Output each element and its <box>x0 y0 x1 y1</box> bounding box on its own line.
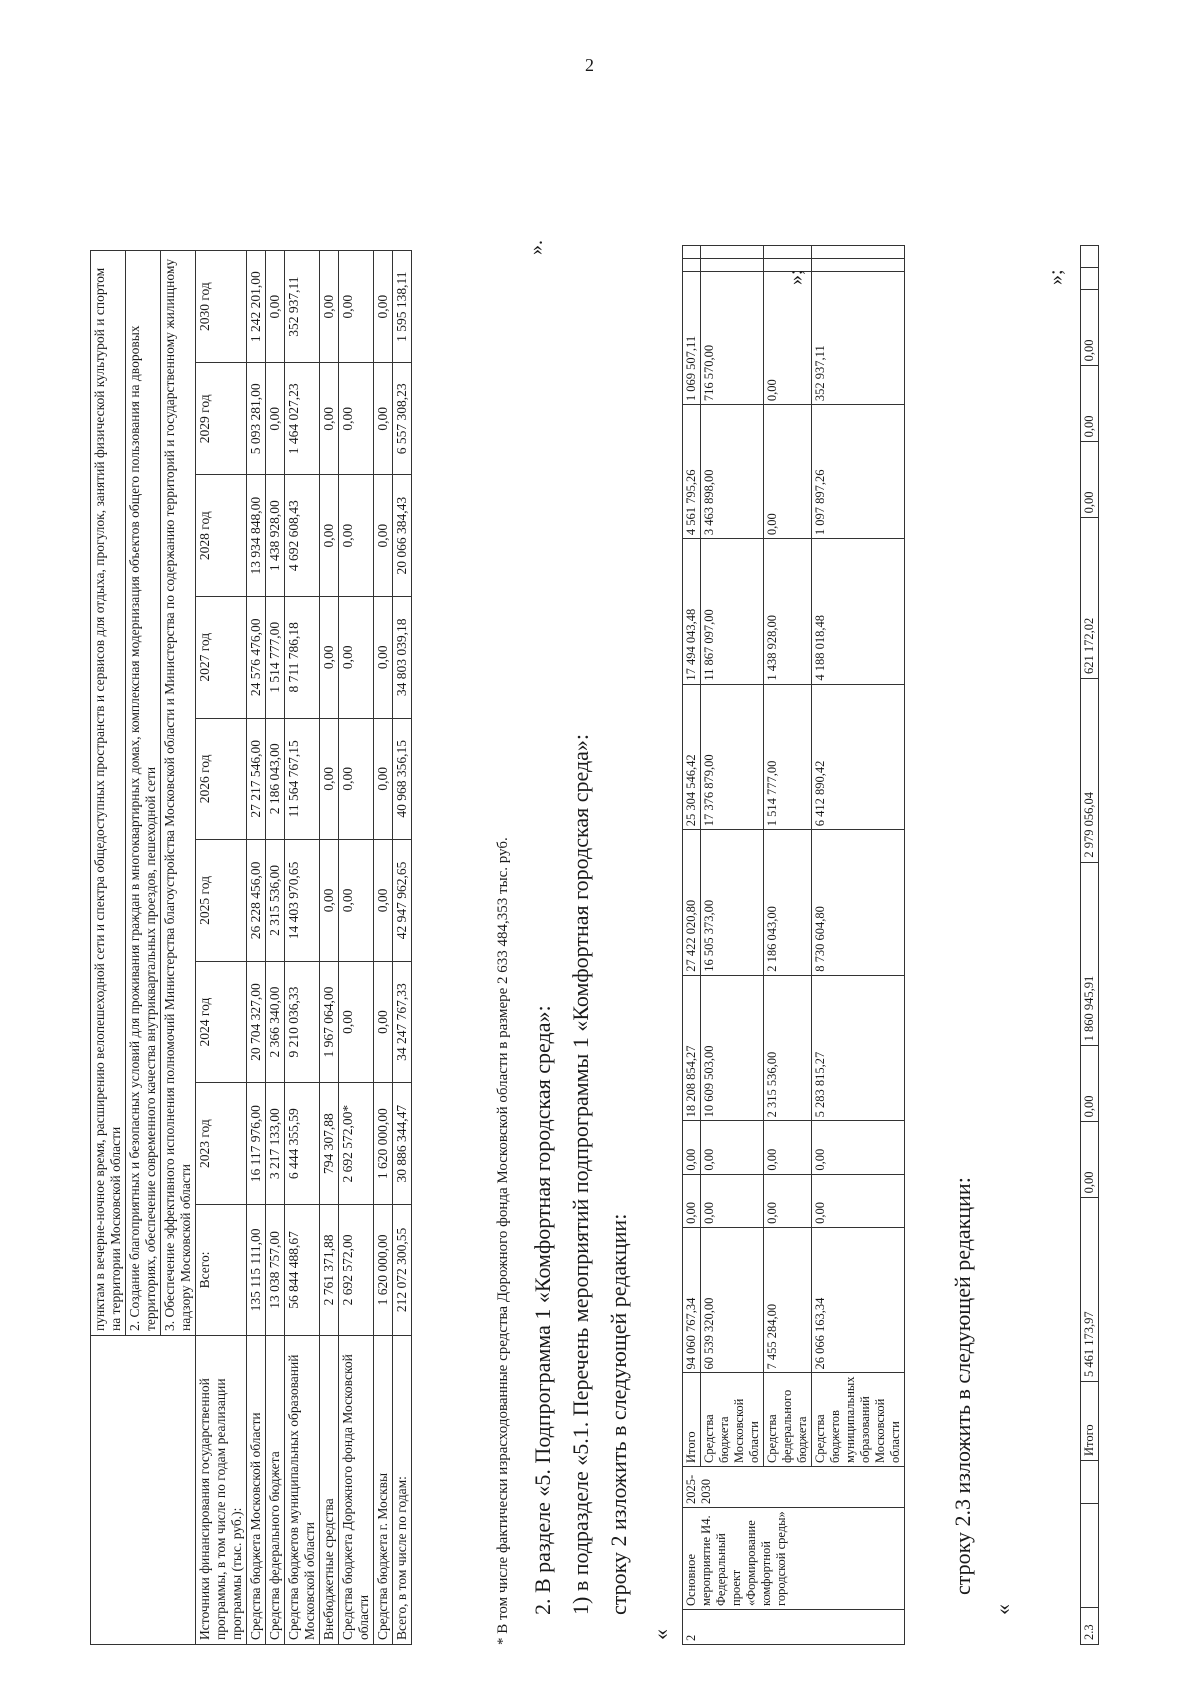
row2-source-row <box>812 246 905 1645</box>
amount-cell: 1 438 928,00 <box>764 539 812 685</box>
amount-cell: 9 210 036,33 <box>285 961 320 1083</box>
amount-cell: 0,00 <box>339 475 374 597</box>
amount-cell: 1 242 201,00 <box>247 251 266 363</box>
amount-cell: 0,00 <box>339 961 374 1083</box>
amount-cell: 1 514 777,00 <box>266 596 285 718</box>
row2-table <box>682 245 905 1645</box>
row2-source-row <box>701 246 764 1645</box>
amount-cell: 2 315 536,00 <box>764 975 812 1121</box>
closing-quote: »; <box>785 269 807 285</box>
amount-cell: 2 692 572,00 <box>339 1204 374 1335</box>
amount-cell: 2 186 043,00 <box>266 718 285 840</box>
amount-cell: 5 283 815,27 <box>812 975 905 1121</box>
amount-cell: 0,00 <box>1081 366 1099 442</box>
empty-cell <box>701 246 764 259</box>
rotated-sheet <box>70 175 1160 1655</box>
amount-cell: 0,00 <box>764 1121 812 1174</box>
amount-cell: 5 461 173,97 <box>1081 1198 1099 1382</box>
amount-cell: 1 620 000,00 <box>374 1204 393 1335</box>
period: 2025-2030 <box>683 1467 905 1508</box>
amount-cell: 0,00 <box>339 596 374 718</box>
amount-cell: 24 576 476,00 <box>247 596 266 718</box>
amount-cell: 0,00 <box>374 840 393 962</box>
closing-quote: »; <box>1045 269 1067 285</box>
source-label: Средства бюджета Дорожного фонда Московской области <box>339 1336 374 1645</box>
source-label: Всего, в том числе по годам: <box>393 1336 412 1645</box>
row23-row <box>1081 246 1099 1645</box>
goal-text-2: 2. Создание благоприятных и безопасных условий для проживания граждан в многоквартирных домах, комплексная модернизация объектов общего пользования на дворовых территориях, обеспечение современного качества внутриквартальных проездов, пешеходной сети <box>126 251 161 1336</box>
empty-cell <box>1081 1461 1099 1504</box>
section-title: 2. В разделе «5. Подпрограмма 1 «Комфортная городская среда»: <box>530 1005 555 1615</box>
amount-cell: 212 072 300,55 <box>393 1204 412 1335</box>
col-header: 2030 год <box>196 251 247 363</box>
amount-cell: 0,00 <box>339 363 374 475</box>
section-subtitle: 1) в подразделе «5.1. Перечень мероприятий подпрограммы 1 «Комфортная городская среда»: <box>568 733 593 1615</box>
amount-cell: 794 307,88 <box>320 1083 339 1205</box>
empty-cell <box>812 258 905 271</box>
amount-cell: 3 217 133,00 <box>266 1083 285 1205</box>
amount-cell: 30 886 344,47 <box>393 1083 412 1205</box>
amount-cell: 0,00 <box>764 405 812 539</box>
amount-cell: 27 217 546,00 <box>247 718 266 840</box>
financing-row <box>266 251 285 1645</box>
col-header: 2024 год <box>196 961 247 1083</box>
amount-cell: 7 455 284,00 <box>764 1227 812 1373</box>
amount-cell: 17 494 043,48 <box>683 539 701 685</box>
col-header: 2023 год <box>196 1083 247 1205</box>
amount-cell: 0,00 <box>339 251 374 363</box>
amount-cell: 8 730 604,80 <box>812 830 905 976</box>
amount-cell: 0,00 <box>683 1121 701 1174</box>
amount-cell: 1 967 064,00 <box>320 961 339 1083</box>
amount-cell: 6 412 890,42 <box>812 684 905 830</box>
amount-cell: 0,00 <box>266 251 285 363</box>
amount-cell: 352 937,11 <box>812 271 905 404</box>
source-label: Средства бюджетов муниципальных образований Московской области <box>285 1336 320 1645</box>
amount-cell: 0,00 <box>339 840 374 962</box>
amount-cell: 0,00 <box>764 1174 812 1227</box>
source-label: Внебюджетные средства <box>320 1336 339 1645</box>
empty-cell <box>1081 268 1099 290</box>
amount-cell: 352 937,11 <box>285 251 320 363</box>
amount-cell: 0,00 <box>320 840 339 962</box>
amount-cell: 0,00 <box>266 363 285 475</box>
amount-cell: 716 570,00 <box>701 271 764 404</box>
opening-quote: « <box>990 1604 1015 1615</box>
amount-cell: 20 066 384,43 <box>393 475 412 597</box>
opening-quote: « <box>648 1629 673 1640</box>
amount-cell: 17 376 879,00 <box>701 684 764 830</box>
amount-cell: 2 979 056,04 <box>1081 678 1099 862</box>
source-label: Средства бюджетов муниципальных образований Московской области <box>812 1373 905 1467</box>
amount-cell: 14 403 970,65 <box>285 840 320 962</box>
amount-cell: 2 761 371,88 <box>320 1204 339 1335</box>
amount-cell: 26 228 456,00 <box>247 840 266 962</box>
amount-cell: 34 247 767,33 <box>393 961 412 1083</box>
measure-name: Основное мероприятие И4. Федеральный проект «Формирование комфортной городской среды» <box>683 1508 905 1610</box>
amount-cell: 27 422 020,80 <box>683 830 701 976</box>
amount-cell: 0,00 <box>701 1174 764 1227</box>
row23-instruction: строку 2.3 изложить в следующей редакции: <box>950 1177 975 1595</box>
empty-cell <box>683 246 701 259</box>
header-row <box>196 251 247 1645</box>
amount-cell: 0,00 <box>374 251 393 363</box>
source-label: Средства бюджета г. Москвы <box>374 1336 393 1645</box>
amount-cell: 42 947 962,65 <box>393 840 412 962</box>
amount-cell: 20 704 327,00 <box>247 961 266 1083</box>
closing-quote: ». <box>525 240 547 255</box>
amount-cell: 1 464 027,23 <box>285 363 320 475</box>
amount-cell: 135 115 111,00 <box>247 1204 266 1335</box>
amount-cell: 4 561 795,26 <box>683 405 701 539</box>
source-label: Средства федерального бюджета <box>764 1373 812 1467</box>
amount-cell: 1 620 000,00 <box>374 1083 393 1205</box>
financing-row <box>374 251 393 1645</box>
col-header: Всего: <box>196 1204 247 1335</box>
amount-cell: 13 934 848,00 <box>247 475 266 597</box>
amount-cell: 4 188 018,48 <box>812 539 905 685</box>
amount-cell: 0,00 <box>374 363 393 475</box>
row-number: 2 <box>683 1610 905 1645</box>
col-header: 2025 год <box>196 840 247 962</box>
page-number: 2 <box>585 55 594 75</box>
amount-cell: 0,00 <box>374 961 393 1083</box>
empty-cell <box>812 246 905 259</box>
amount-cell: 3 463 898,00 <box>701 405 764 539</box>
amount-cell: 0,00 <box>320 475 339 597</box>
empty-cell <box>764 246 812 259</box>
amount-cell: 0,00 <box>1081 442 1099 518</box>
amount-cell: 16 117 976,00 <box>247 1083 266 1205</box>
goal-text-1: пунктам в вечерне-ночное время, расширению велопешеходной сети и спектра общедоступных пространств и сервисов для отдыха, прогулок, занятий физической культурой и спортом на территории Московской области <box>91 251 126 1336</box>
amount-cell: 6 557 308,23 <box>393 363 412 475</box>
amount-cell: 2 366 340,00 <box>266 961 285 1083</box>
source-label: Итого <box>683 1373 701 1467</box>
amount-cell: 8 711 786,18 <box>285 596 320 718</box>
amount-cell: 1 069 507,11 <box>683 271 701 404</box>
amount-cell: 11 564 767,15 <box>285 718 320 840</box>
amount-cell: 1 097 897,26 <box>812 405 905 539</box>
amount-cell: 0,00 <box>374 475 393 597</box>
amount-cell: 10 609 503,00 <box>701 975 764 1121</box>
amount-cell: 2 692 572,00* <box>339 1083 374 1205</box>
goal-text-3: 3. Обеспечение эффективного исполнения полномочий Министерства благоустройства Московской области и Министерства по содержанию территорий и государственному жилищному надзору Московской области <box>161 251 196 1336</box>
footnote: * В том числе фактически израсходованные средства Дорожного фонда Московской области в размере 2 633 484,353 тыс. руб. <box>495 837 511 1645</box>
row2-instruction: строку 2 изложить в следующей редакции: <box>606 1213 631 1615</box>
financing-table <box>90 250 412 1645</box>
financing-row <box>393 251 412 1645</box>
amount-cell: 56 844 488,67 <box>285 1204 320 1335</box>
row2-source-row <box>683 246 701 1645</box>
amount-cell: 0,00 <box>764 271 812 404</box>
empty-cell <box>701 258 764 271</box>
amount-cell: 0,00 <box>812 1174 905 1227</box>
amount-cell: 11 867 097,00 <box>701 539 764 685</box>
amount-cell: 0,00 <box>1081 1122 1099 1198</box>
amount-cell: 1 595 138,11 <box>393 251 412 363</box>
amount-cell: 16 505 373,00 <box>701 830 764 976</box>
amount-cell: 1 860 945,91 <box>1081 862 1099 1046</box>
amount-cell: 26 066 163,34 <box>812 1227 905 1373</box>
financing-row <box>339 251 374 1645</box>
col-header: 2029 год <box>196 363 247 475</box>
col-header: 2028 год <box>196 475 247 597</box>
amount-cell: 5 093 281,00 <box>247 363 266 475</box>
financing-row <box>320 251 339 1645</box>
amount-cell: 94 060 767,34 <box>683 1227 701 1373</box>
amount-cell: 60 539 320,00 <box>701 1227 764 1373</box>
amount-cell: 18 208 854,27 <box>683 975 701 1121</box>
amount-cell: 1 514 777,00 <box>764 684 812 830</box>
amount-cell: 34 803 039,18 <box>393 596 412 718</box>
amount-cell: 0,00 <box>320 596 339 718</box>
amount-cell: 2 315 536,00 <box>266 840 285 962</box>
amount-cell: 13 038 757,00 <box>266 1204 285 1335</box>
amount-cell: 0,00 <box>701 1121 764 1174</box>
source-label: Средства бюджета Московской области <box>701 1373 764 1467</box>
empty-cell <box>1081 246 1099 268</box>
sources-header-label: Источники финансирования государственной программы, в том числе по годам реализации программы (тыс. руб.): <box>196 1336 247 1645</box>
amount-cell: 0,00 <box>1081 290 1099 366</box>
amount-cell: 2 186 043,00 <box>764 830 812 976</box>
amount-cell: 0,00 <box>374 596 393 718</box>
amount-cell: 4 692 608,43 <box>285 475 320 597</box>
empty-cell <box>683 258 701 271</box>
amount-cell: 0,00 <box>320 718 339 840</box>
amount-cell: 0,00 <box>320 251 339 363</box>
amount-cell: 621 172,02 <box>1081 518 1099 679</box>
source-label: Итого <box>1081 1382 1099 1461</box>
amount-cell: 6 444 355,59 <box>285 1083 320 1205</box>
row2-source-row <box>764 246 812 1645</box>
goals-blank-cell <box>91 1336 196 1645</box>
amount-cell: 0,00 <box>1081 1046 1099 1122</box>
empty-cell <box>1081 1504 1099 1608</box>
financing-row <box>285 251 320 1645</box>
amount-cell: 1 438 928,00 <box>266 475 285 597</box>
col-header: 2027 год <box>196 596 247 718</box>
source-label: Средства федерального бюджета <box>266 1336 285 1645</box>
row23-table <box>1080 245 1099 1645</box>
goals-row-1 <box>91 251 126 1645</box>
amount-cell: 40 968 356,15 <box>393 718 412 840</box>
col-header: 2026 год <box>196 718 247 840</box>
amount-cell: 25 304 546,42 <box>683 684 701 830</box>
source-label: Средства бюджета Московской области <box>247 1336 266 1645</box>
amount-cell: 0,00 <box>683 1174 701 1227</box>
amount-cell: 0,00 <box>374 718 393 840</box>
amount-cell: 0,00 <box>320 363 339 475</box>
financing-rows <box>247 251 412 1645</box>
financing-row <box>247 251 266 1645</box>
amount-cell: 0,00 <box>812 1121 905 1174</box>
row-number: 2.3 <box>1081 1608 1099 1645</box>
amount-cell: 0,00 <box>339 718 374 840</box>
